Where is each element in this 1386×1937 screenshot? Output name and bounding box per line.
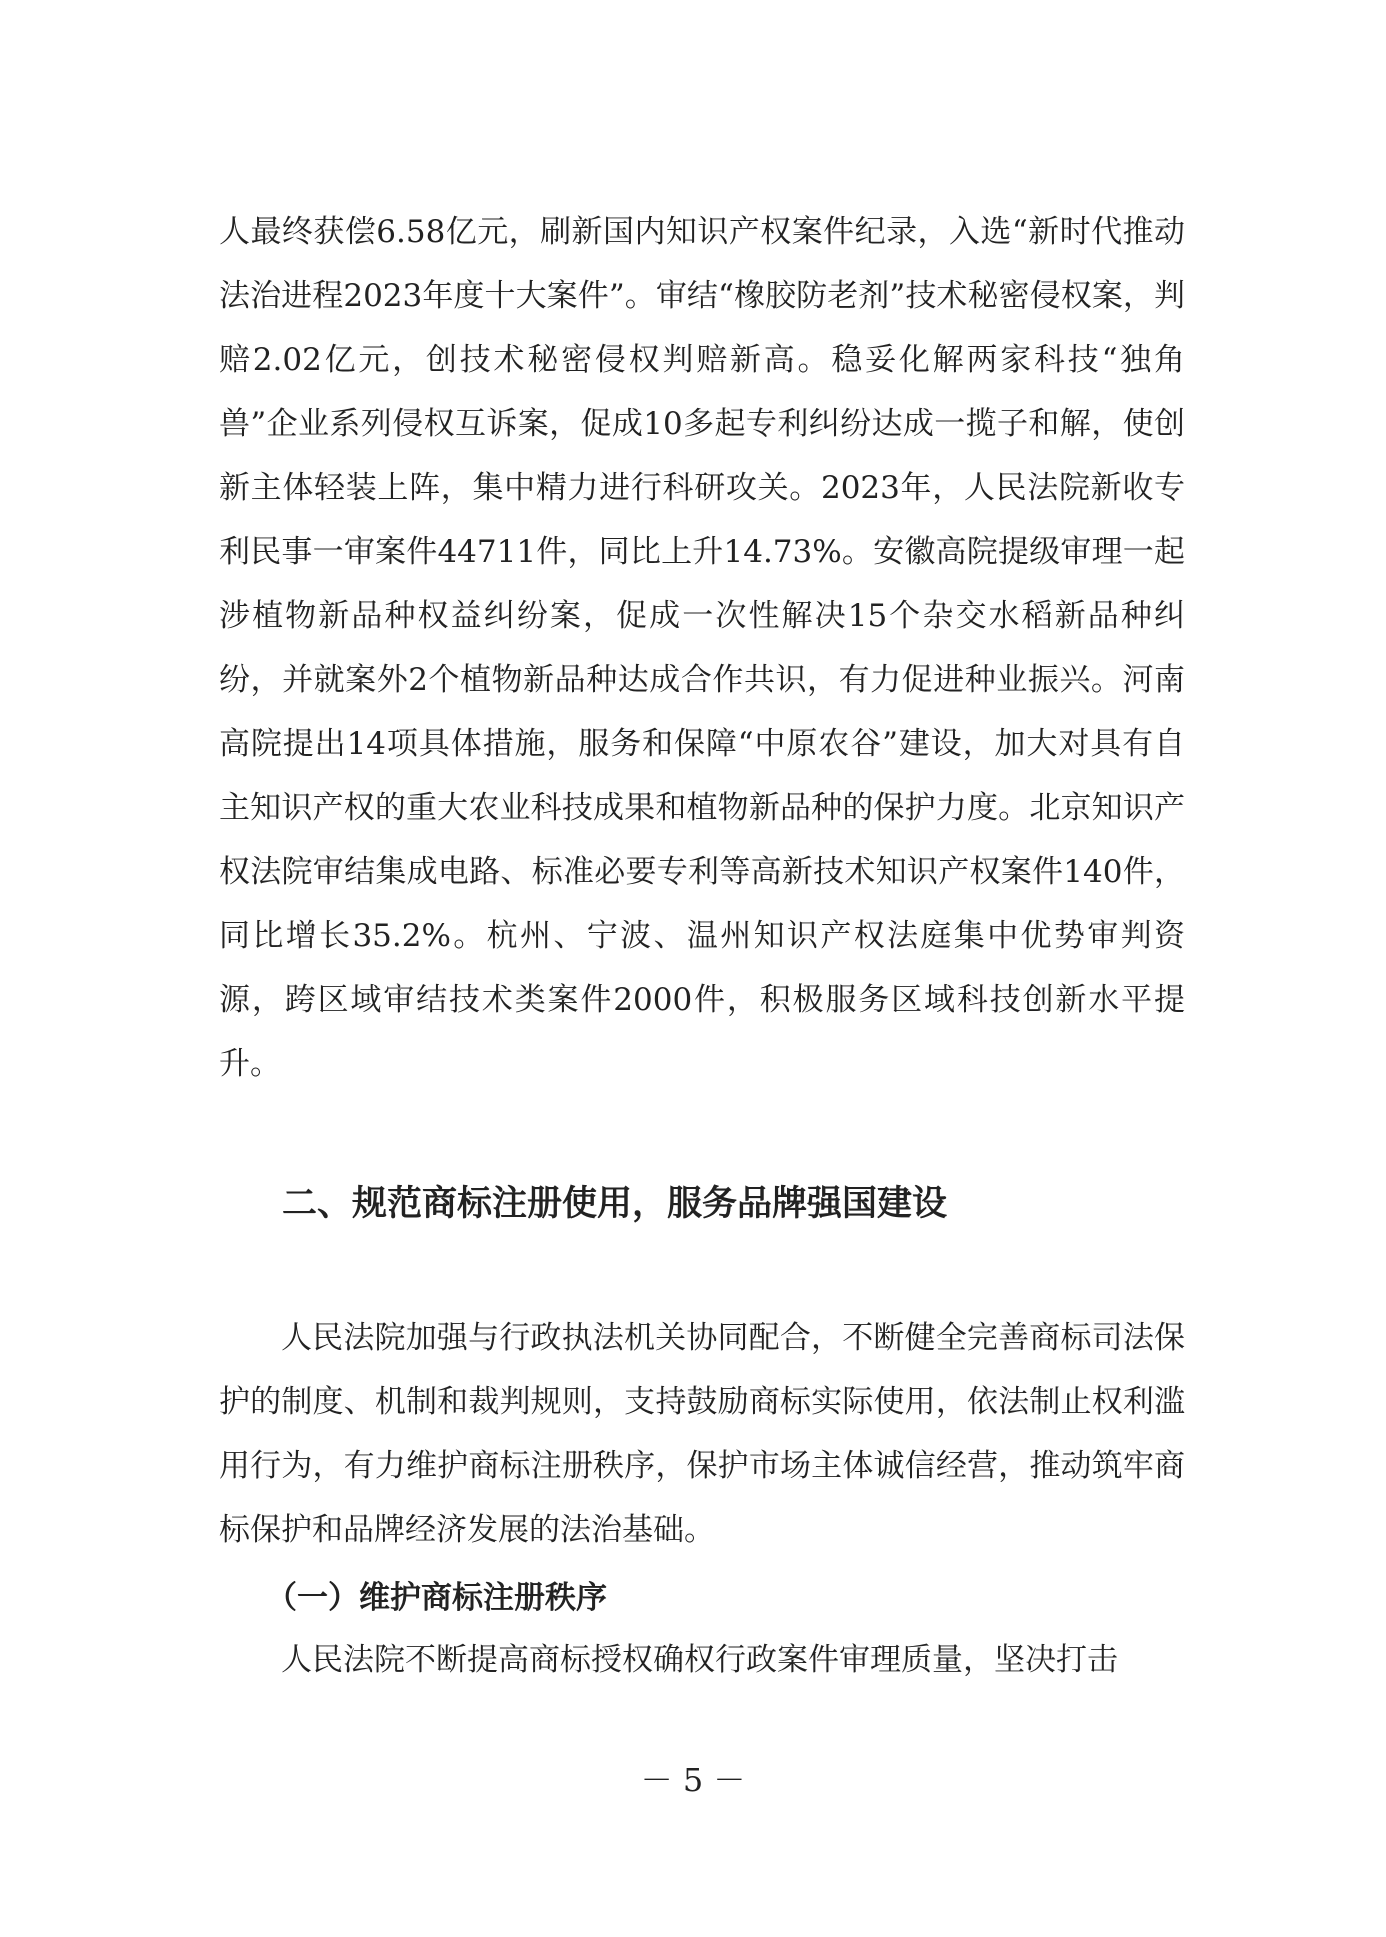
subsection-heading: （一）维护商标注册秩序 bbox=[266, 1580, 607, 1616]
section-heading: 二、规范商标注册使用，服务品牌强国建设 bbox=[282, 1184, 948, 1224]
body-paragraph-trademark-intro: 人民法院加强与行政执法机关协同配合，不断健全完善商标司法保护的制度、机制和裁判规则，支持鼓励商标实际使用，依法制止权利滥用行为，有力维护商标注册秩序，保护市场主体诚信经营，推动筑牢商标保护和品牌经济发展的法治基础。 bbox=[219, 1320, 1185, 1548]
page-number: － 5 － bbox=[640, 1761, 746, 1799]
body-paragraph-trademark-review: 人民法院不断提高商标授权确权行政案件审理质量，坚决打击 bbox=[281, 1642, 1118, 1678]
body-paragraph-patent-cases: 人最终获偿6.58亿元，刷新国内知识产权案件纪录，入选“新时代推动法治进程2023年度十大案件”。审结“橡胶防老剂”技术秘密侵权案，判赔2.02亿元，创技术秘密侵权判赔新高。稳妥化解两家科技“独角兽”企业系列侵权互诉案，促成10多起专利纠纷达成一揽子和解，使创新主体轻装上阵，集中精力进行科研攻关。2023年，人民法院新收专利民事一审案件44711件，同比上升14.73%。安徽高院提级审理一起涉植物新品种权益纠纷案，促成一次性解决15个杂交水稻新品种纠纷，并就案外2个植物新品种达成合作共识，有力促进种业振兴。河南高院提出14项具体措施，服务和保障“中原农谷”建设，加大对具有自主知识产权的重大农业科技成果和植物新品种的保护力度。北京知识产权法院审结集成电路、标准必要专利等高新技术知识产权案件140件，同比增长35.2%。杭州、宁波、温州知识产权法庭集中优势审判资源，跨区域审结技术类案件2000件，积极服务区域科技创新水平提升。 bbox=[219, 214, 1185, 1082]
